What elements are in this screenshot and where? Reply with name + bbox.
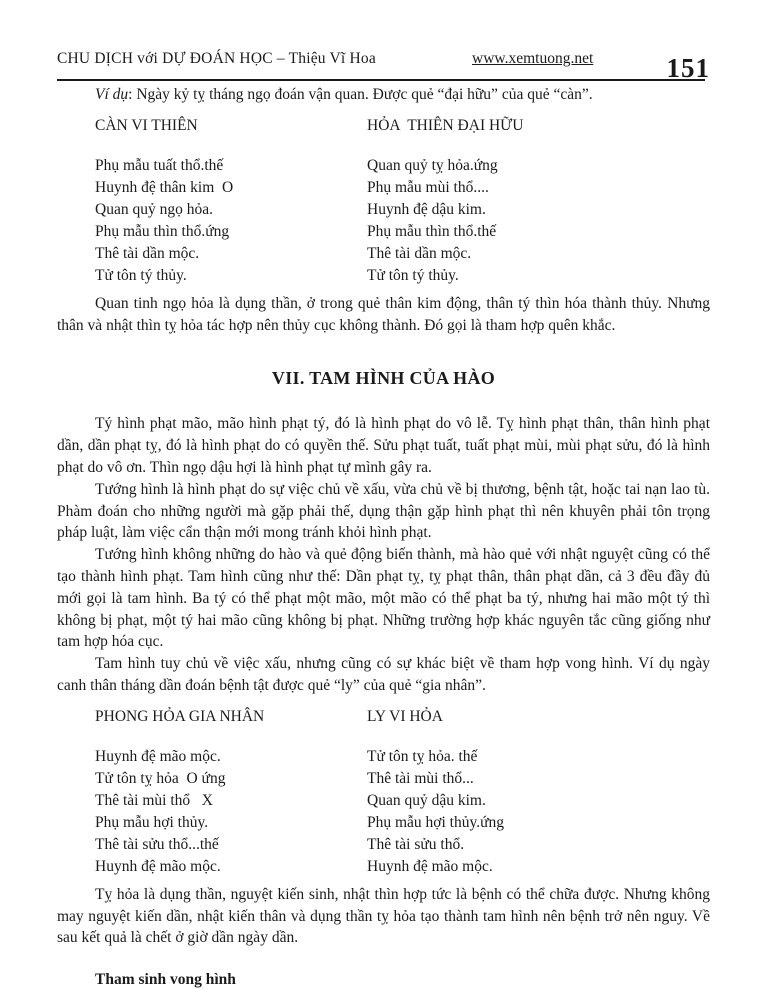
header-divider bbox=[57, 79, 705, 81]
hexagram-title: PHONG HỎA GIA NHÂN bbox=[95, 707, 265, 725]
body-paragraph: Tam hình tuy chủ về việc xấu, nhưng cũng có sự khác biệt về tham hợp vong hình. Ví dụ ngày canh thân tháng dần đoán bệnh tật được quẻ “ly” của quẻ “gia nhân”. bbox=[57, 655, 710, 694]
hexagram-title: LY VI HỎA bbox=[367, 707, 443, 725]
page-number: 151 bbox=[666, 53, 710, 83]
website-link[interactable]: www.xemtuong.net bbox=[472, 50, 594, 67]
hexagram-line: Phụ mẫu hợi thủy. bbox=[95, 813, 209, 831]
hexagram-line: Quan quỷ ngọ hỏa. bbox=[95, 200, 213, 218]
hexagram-line: Phụ mẫu thìn thổ.ứng bbox=[95, 222, 230, 240]
hexagram-line: Huynh đệ mão mộc. bbox=[367, 857, 493, 875]
hexagram-hoa-thien-dai-huu bbox=[367, 117, 710, 287]
hexagram-line: Thê tài dần mộc. bbox=[367, 244, 472, 262]
page-header bbox=[57, 36, 710, 83]
hexagram-line: Thê tài dần mộc. bbox=[95, 244, 200, 262]
hexagram-line: Tử tôn tý thủy. bbox=[367, 266, 459, 284]
body-paragraph: Tướng hình là hình phạt do sự việc chủ về xấu, vừa chủ về bị thương, bệnh tật, hoặc tai nạn lao tù. Phàm đoán cho những người mà gặp phải thế, dụng thận gặp hình phạt thì nên khuyên phải tôn trọng pháp luật, làm việc cẩn thận mới mong tránh khỏi hình phạt. bbox=[57, 480, 710, 542]
hexagram-line: Thê tài sửu thổ...thế bbox=[95, 835, 219, 853]
hexagram-line: Phụ mẫu tuất thổ.thế bbox=[95, 156, 224, 174]
analysis-paragraph: Quan tinh ngọ hỏa là dụng thần, ở trong quẻ thân kim động, thân tý thìn hóa thành thủy. Nhưng thân và nhật thìn tỵ hỏa tác hợp nên thủy cục không thành. Đó gọi là tham hợp quên khắc. bbox=[57, 294, 710, 334]
hexagram-line: Tử tôn tỵ hỏa O ứng bbox=[95, 769, 226, 787]
book-title: CHU DỊCH với DỰ ĐOÁN HỌC – Thiệu Vĩ Hoa bbox=[57, 50, 376, 67]
hexagram-line: Phụ mẫu mùi thổ.... bbox=[367, 178, 489, 196]
hexagram-line: Huynh đệ mão mộc. bbox=[95, 857, 221, 875]
hexagram-title: CÀN VI THIÊN bbox=[95, 116, 198, 134]
hexagram-block-2 bbox=[95, 708, 710, 878]
hexagram-line: Quan quỷ dậu kim. bbox=[367, 791, 486, 809]
hexagram-block-1 bbox=[95, 117, 710, 287]
hexagram-line: Quan quỷ tỵ hỏa.ứng bbox=[367, 156, 498, 174]
section-heading: VII. TAM HÌNH CỦA HÀO bbox=[271, 368, 496, 389]
hexagram-line: Huynh đệ mão mộc. bbox=[95, 747, 221, 765]
example-label: Ví dụ bbox=[95, 86, 129, 103]
hexagram-line: Thê tài mùi thổ... bbox=[367, 769, 474, 787]
hexagram-can-vi-thien bbox=[95, 117, 367, 287]
hexagram-line: Huynh đệ dậu kim. bbox=[367, 200, 486, 218]
example-text: : Ngày kỷ tỵ tháng ngọ đoán vận quan. Được quẻ “đại hữu” của quẻ “càn”. bbox=[128, 86, 593, 103]
hexagram-line: Tử tôn tý thủy. bbox=[95, 266, 187, 284]
hexagram-line: Thê tài sửu thổ. bbox=[367, 835, 465, 853]
example-paragraph bbox=[57, 84, 710, 106]
body-paragraph: Tý hình phạt mão, mão hình phạt tý, đó là hình phạt do vô lễ. Tỵ hình phạt thân, thân hình phạt dần, dần phạt tỵ, đó là hình phạt do có quyền thế. Sửu phạt tuất, tuất phạt mùi, mùi phạt sửu, đó là hình phạt do vô ơn. Thìn ngọ dậu hợi là hình phạt tự mình gây ra. bbox=[57, 415, 710, 476]
hexagram-line: Phụ mẫu thìn thổ.thế bbox=[367, 222, 497, 240]
hexagram-line: Phụ mẫu hợi thủy.ứng bbox=[367, 813, 505, 831]
conclusion-paragraph: Tỵ hỏa là dụng thần, nguyệt kiến sinh, nhật thìn hợp tức là bệnh có thể chữa được. Nhưng không may nguyệt kiến dần, nhật kiến thân và dụng thần tỵ hỏa tạo thành tam hình nên bệnh trở nên nguy. Về sau kết quả là chết ở giờ dần ngày dần. bbox=[57, 885, 710, 947]
subheading-tham-sinh-vong-hinh: Tham sinh vong hình bbox=[95, 971, 236, 989]
body-paragraph: Tướng hình không những do hào và quẻ động biến thành, mà hào quẻ với nhật nguyệt cũng có thể tạo thành hình phạt. Tam hình cũng như thế: Dần phạt tỵ, tỵ phạt thân, thân phạt dần, cả 3 đều đầy đủ mới gọi là tam hình. Ba tý có thể phạt một mão, một mão có thể phạt ba tý, nhưng hai mão một tý thì không bị phạt, một tý hai mão cũng không bị phạt. Những trường hợp khác nguyên tắc cũng giống như tam hợp hóa cục. bbox=[57, 546, 710, 651]
hexagram-line: Huynh đệ thân kim O bbox=[95, 178, 234, 196]
hexagram-title: HỎA THIÊN ĐẠI HỮU bbox=[367, 116, 524, 134]
hexagram-phong-hoa-gia-nhan bbox=[95, 708, 367, 878]
hexagram-ly-vi-hoa bbox=[367, 708, 710, 878]
hexagram-line: Thê tài mùi thổ X bbox=[95, 791, 213, 809]
hexagram-line: Tử tôn tỵ hỏa. thế bbox=[367, 747, 478, 765]
